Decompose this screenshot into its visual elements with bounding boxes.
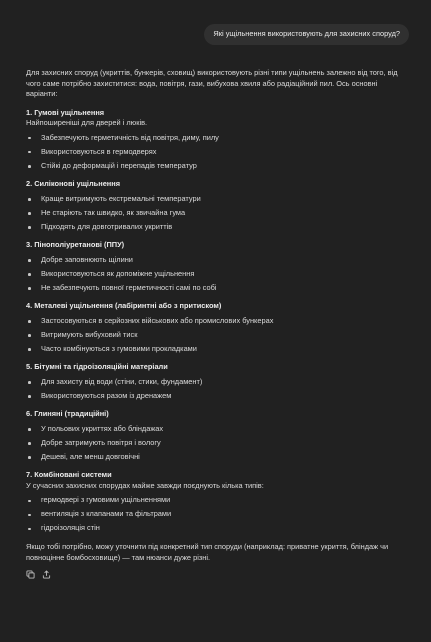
- section-list: [26, 255, 408, 294]
- answer-section: [26, 179, 408, 232]
- share-icon[interactable]: [42, 570, 51, 579]
- list-item: Підходять для довготривалих укриттів: [26, 222, 408, 233]
- section-list: [26, 424, 408, 463]
- list-item: Витримують вибуховий тиск: [26, 330, 408, 341]
- list-item: Для захисту від води (стіни, стики, фундамент): [26, 377, 408, 388]
- list-item: Не старіють так швидко, як звичайна гума: [26, 208, 408, 219]
- section-list: [26, 377, 408, 402]
- list-item: вентиляція з клапанами та фільтрами: [26, 509, 408, 520]
- answer-intro: Для захисних споруд (укриттів, бункерів, сховищ) використовують різні типи ущільнень залежно від того, від чого саме потрібно захиститися: вода, повітря, гази, вибухова хвиля або радіаційний пил. Ось основні варіанти:: [26, 68, 398, 99]
- list-item: Краще витримують екстремальні температури: [26, 194, 408, 205]
- list-item: Використовуються як допоміжне ущільнення: [26, 269, 408, 280]
- list-item: Забезпечують герметичність від повітря, диму, пилу: [26, 133, 408, 144]
- answer-section: [26, 108, 408, 172]
- section-title: 4. Металеві ущільнення (лабіринтні або з притиском): [26, 301, 222, 311]
- list-item: гермодвері з гумовими ущільненнями: [26, 495, 408, 506]
- list-item: Дешеві, але менш довговічні: [26, 452, 408, 463]
- list-item: Часто комбінуються з гумовими прокладками: [26, 344, 408, 355]
- list-item: гідроізоляція стін: [26, 523, 408, 534]
- answer-section: [26, 470, 408, 534]
- answer-section: [26, 409, 408, 462]
- user-message-bubble: Які ущільнення використовують для захисних споруд?: [204, 24, 409, 45]
- answer-section: [26, 240, 408, 293]
- list-item: Використовуються в гермодверях: [26, 147, 408, 158]
- section-list: [26, 133, 408, 172]
- list-item: У польових укриттях або бліндажах: [26, 424, 408, 435]
- list-item: Не забезпечують повної герметичності самі по собі: [26, 283, 408, 294]
- section-list: [26, 495, 408, 534]
- answer-outro: Якщо тобі потрібно, можу уточнити під конкретний тип споруди (наприклад: приватне укриття, бліндаж чи повноцінне бомбосховище) — там нюанси дуже різні.: [26, 542, 389, 562]
- section-subtitle: У сучасних захисних спорудах майже завжди поєднують кілька типів:: [26, 480, 264, 490]
- section-title: 6. Глиняні (традиційні): [26, 409, 109, 419]
- section-list: [26, 316, 408, 355]
- list-item: Застосовуються в серйозних військових або промислових бункерах: [26, 316, 408, 327]
- message-actions: [26, 570, 408, 579]
- assistant-answer: [26, 68, 408, 579]
- copy-icon[interactable]: [26, 570, 35, 579]
- list-item: Добре затримують повітря і вологу: [26, 438, 408, 449]
- section-subtitle: Найпоширеніші для дверей і люків.: [26, 118, 148, 128]
- answer-section: [26, 362, 408, 401]
- section-title: 7. Комбіновані системи: [26, 470, 112, 480]
- section-title: 3. Пінополіуретанові (ППУ): [26, 240, 125, 250]
- list-item: Стійкі до деформацій і перепадів температур: [26, 161, 408, 172]
- answer-section: [26, 301, 408, 354]
- section-title: 5. Бітумні та гідроізоляційні матеріали: [26, 362, 168, 372]
- list-item: Використовуються разом із дренажем: [26, 391, 408, 402]
- section-list: [26, 194, 408, 233]
- answer-sections: [26, 108, 408, 534]
- section-title: 2. Силіконові ущільнення: [26, 179, 121, 189]
- section-title: 1. Гумові ущільнення: [26, 107, 105, 117]
- list-item: Добре заповнюють щілини: [26, 255, 408, 266]
